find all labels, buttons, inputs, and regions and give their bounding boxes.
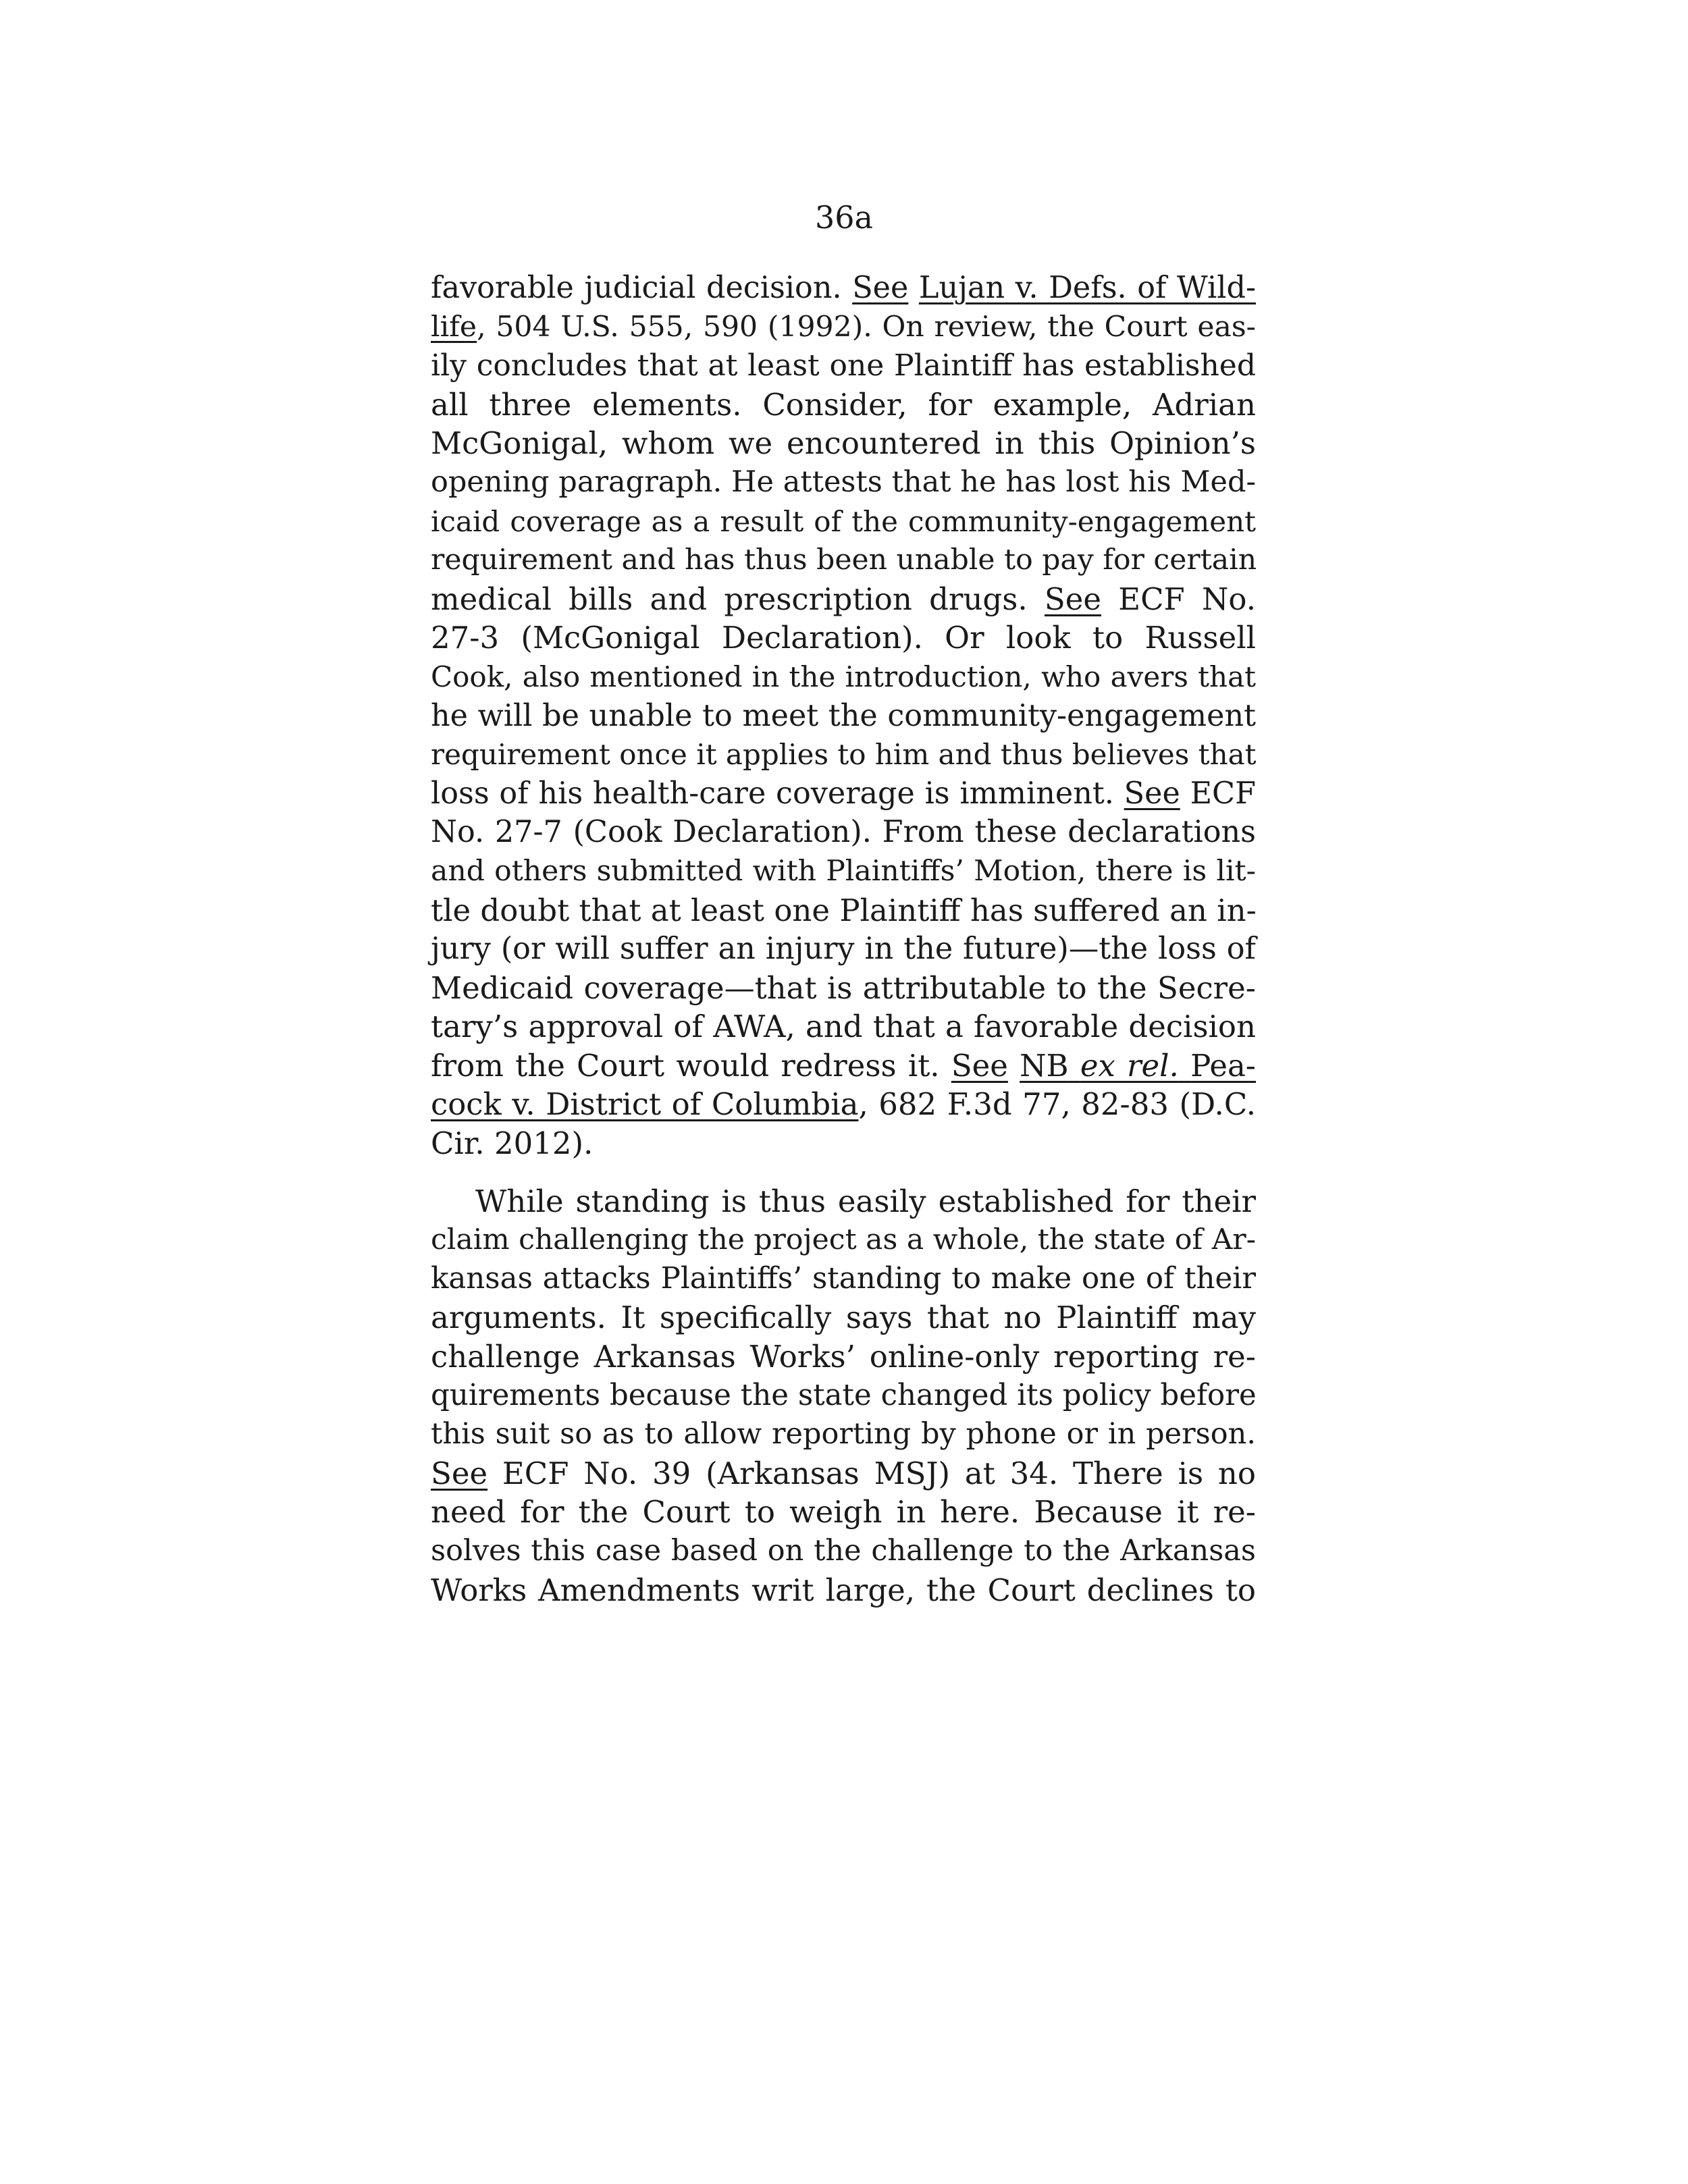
text-line: challenge Arkansas Works’ online-only reporting re- <box>431 1339 1256 1375</box>
text-line: claim challenging the project as a whole, the state of Ar- <box>431 1223 1257 1257</box>
case-citation: NB ex rel. Pea- <box>1020 1047 1257 1084</box>
signal-see: See <box>431 1455 488 1491</box>
text-line: from the Court would redress it. See NB ex rel. Pea- <box>431 1047 1257 1084</box>
text-line: tary’s approval of AWA, and that a favorable decision <box>431 1009 1256 1045</box>
text-line: favorable judicial decision. See Lujan v. Defs. of Wild- <box>431 271 1256 305</box>
text-line: Cir. 2012). <box>431 1125 594 1162</box>
case-citation: life <box>431 310 477 344</box>
signal-see: See <box>1124 776 1180 811</box>
text-line: opening paragraph. He attests that he has lost his Med- <box>431 464 1256 499</box>
text-line: See ECF No. 39 (Arkansas MSJ) at 34. There is no <box>431 1455 1256 1491</box>
page-number: 36a <box>815 199 873 236</box>
text-line: McGonigal, whom we encountered in this Opinion’s <box>431 425 1256 462</box>
text-line: cock v. District of Columbia, 682 F.3d 77, 82-83 (D.C. <box>431 1086 1256 1123</box>
text-line: and others submitted with Plaintiffs’ Motion, there is lit- <box>431 854 1256 888</box>
text-line: While standing is thus easily established for their <box>475 1183 1256 1219</box>
text-line: loss of his health-care coverage is imminent. See ECF <box>431 776 1256 811</box>
text-line: jury (or will suffer an injury in the future)—the loss of <box>431 932 1256 967</box>
text-line: Medicaid coverage—that is attributable to the Secre- <box>431 969 1256 1006</box>
text-line: icaid coverage as a result of the community-engagement <box>431 504 1256 538</box>
text-line: kansas attacks Plaintiffs’ standing to make one of their <box>431 1261 1256 1296</box>
case-citation: cock v. District of Columbia <box>431 1086 859 1123</box>
text-line: requirement once it applies to him and thus believes that <box>431 738 1257 772</box>
case-citation: Lujan v. Defs. of Wild- <box>918 271 1256 305</box>
text-line: tle doubt that at least one Plaintiff has suffered an in- <box>431 892 1257 928</box>
signal-see: See <box>1044 581 1101 617</box>
text-line: No. 27-7 (Cook Declaration). From these declarations <box>431 815 1256 850</box>
text-line: life, 504 U.S. 555, 590 (1992). On review, the Court eas- <box>431 310 1256 344</box>
text-line: requirement and has thus been unable to pay for certain <box>431 543 1257 577</box>
text-line: solves this case based on the challenge to the Arkansas <box>431 1534 1256 1568</box>
text-line: medical bills and prescription drugs. See ECF No. <box>431 581 1257 617</box>
text-line: ily concludes that at least one Plaintiff has established <box>431 348 1256 383</box>
text-line: Cook, also mentioned in the introduction, who avers that <box>431 660 1256 693</box>
text-line: arguments. It specifically says that no Plaintiff may <box>431 1300 1256 1336</box>
paragraph-break <box>431 1163 1256 1182</box>
text-line: Works Amendments writ large, the Court declines to <box>431 1572 1256 1608</box>
text-line: all three elements. Consider, for example, Adrian <box>431 386 1256 423</box>
text-line: he will be unable to meet the community-engagement <box>431 698 1256 733</box>
text-line: 27-3 (McGonigal Declaration). Or look to Russell <box>431 620 1256 656</box>
text-line: quirements because the state changed its policy before <box>431 1378 1257 1412</box>
signal-see: See <box>852 271 909 305</box>
signal-see: See <box>951 1047 1008 1084</box>
opinion-text <box>431 269 1256 1609</box>
text-line: this suit so as to allow reporting by phone or in person. <box>431 1417 1256 1451</box>
text-line: need for the Court to weigh in here. Because it re- <box>431 1494 1256 1530</box>
